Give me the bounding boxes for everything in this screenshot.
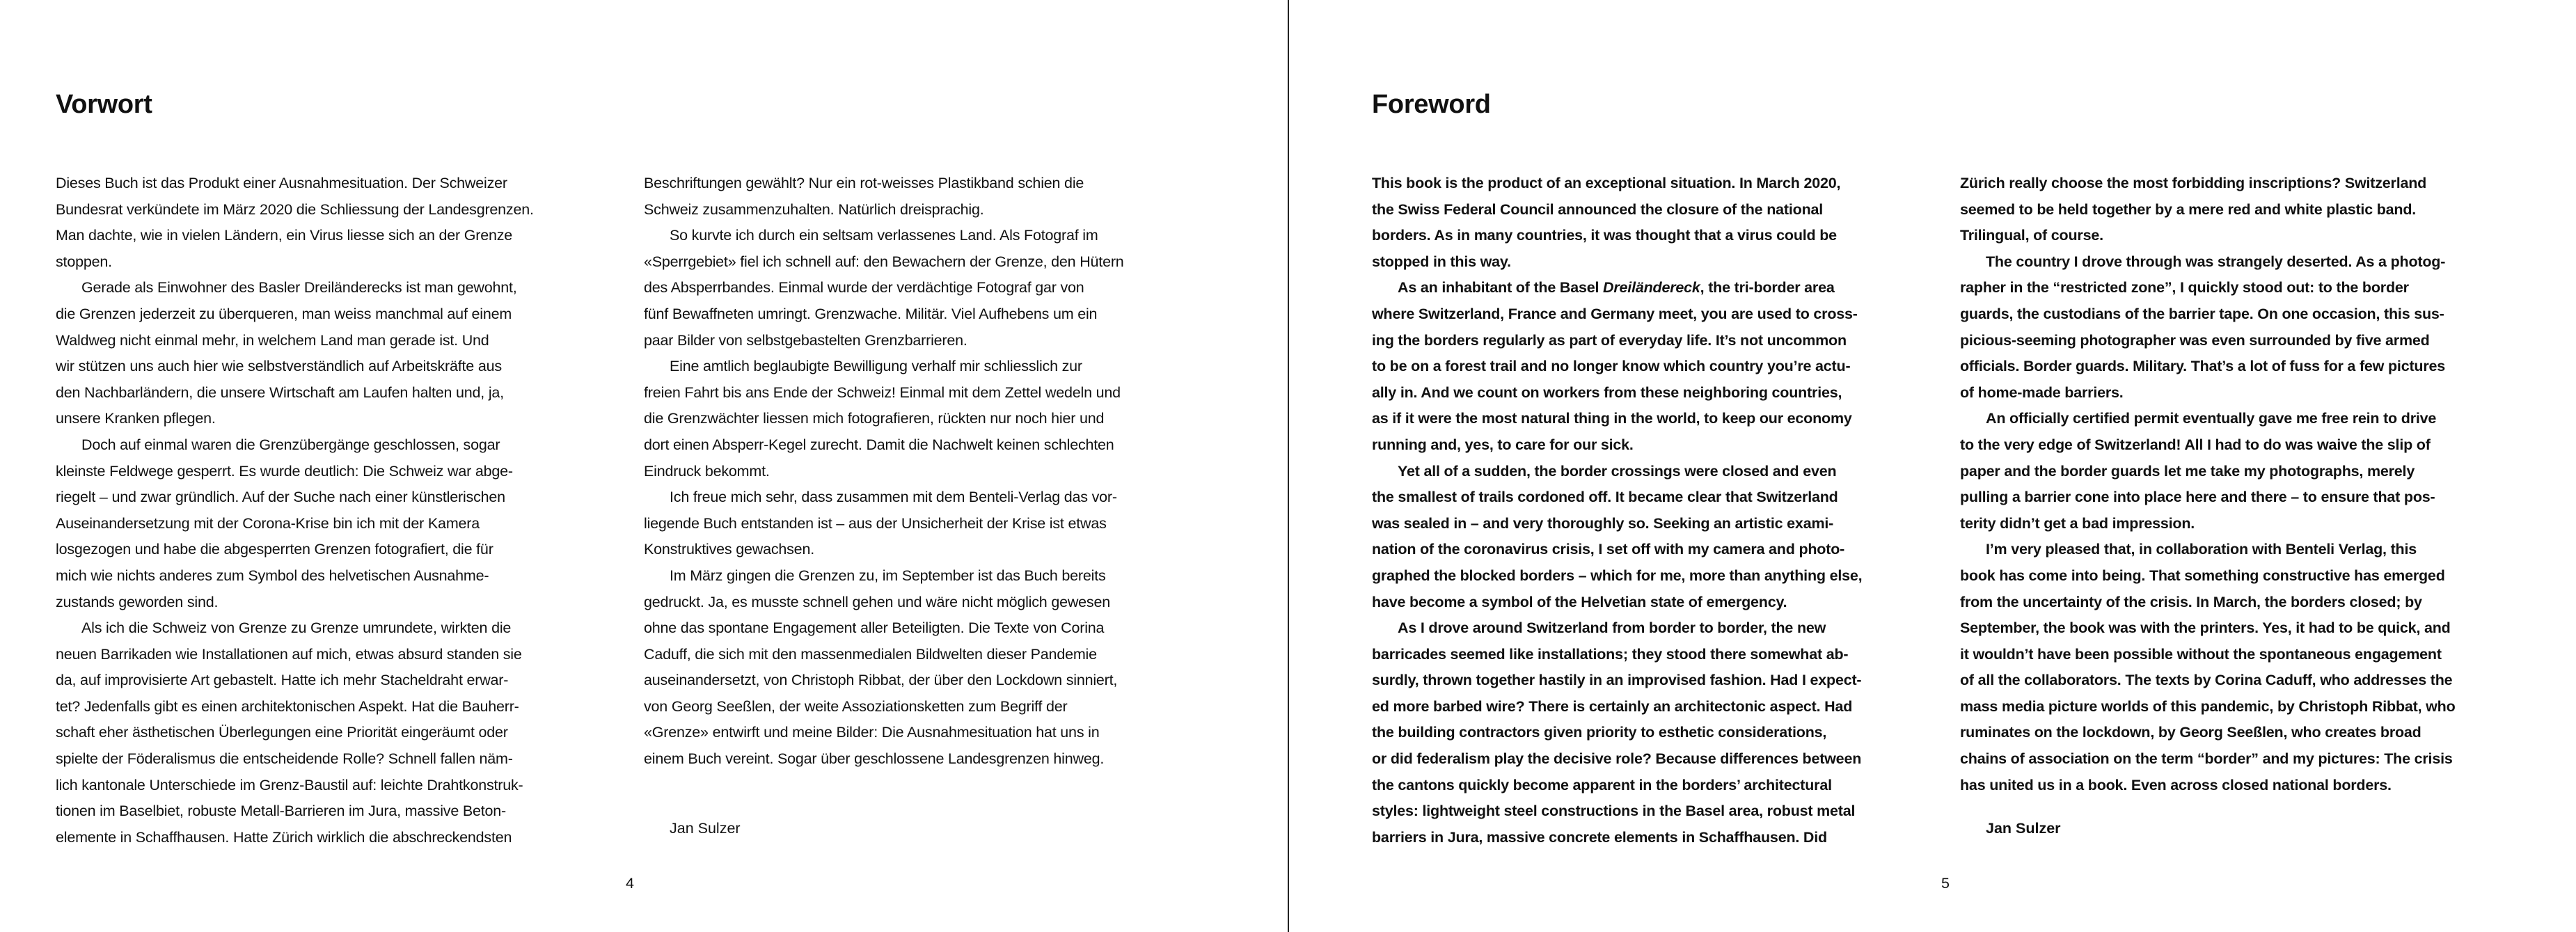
text-line: Yet all of a sudden, the border crossings were closed and even [1398, 462, 1837, 480]
text-line: officials. Border guards. Military. That’s a lot of fuss for a few pictures [1960, 358, 2446, 375]
text-line: nation of the coronavirus crisis, I set off with my camera and photo- [1372, 541, 1845, 558]
text-line: seemed to be held together by a mere red and white plastic band. [1960, 200, 2417, 218]
text-line: elemente in Schaffhausen. Hatte Zürich wirklich die abschreckendsten [56, 828, 512, 846]
text-line: Konstruktives gewachsen. [644, 541, 814, 558]
text-line: or did federalism play the decisive role? Because differences between [1372, 750, 1862, 768]
text-line: Zürich really choose the most forbidding inscriptions? Switzerland [1960, 175, 2427, 191]
text-line: fünf Bewaffneten umringt. Grenzwache. Militär. Viel Aufhebens um ein [644, 305, 1098, 322]
text-line: neuen Barrikaden wie Installationen auf mich, etwas absurd standen sie [56, 645, 522, 663]
text-line: barriers in Jura, massive concrete elements in Schaffhausen. Did [1372, 828, 1827, 846]
text-line: the building contractors given priority to esthetic considerations, [1372, 724, 1827, 741]
text-line: Als ich die Schweiz von Grenze zu Grenze umrundete, wirkten die [81, 619, 512, 637]
text-line: surdly, thrown together hastily in an improvised fashion. Had I expect- [1372, 672, 1862, 689]
text-line: chains of association on the term “border” and my pictures: The crisis [1960, 750, 2453, 768]
page-number: 5 [1941, 875, 1950, 892]
text-line: einem Buch vereint. Sogar über geschlossene Landesgrenzen hinweg. [644, 750, 1105, 768]
text-line: spielte der Föderalismus die entscheidende Rolle? Schnell fallen näm- [56, 750, 513, 768]
text-line: was sealed in – and very thoroughly so. Seeking an artistic exami- [1372, 514, 1834, 532]
text-line: die Grenzen jederzeit zu überqueren, man weiss manchmal auf einem [56, 305, 512, 322]
italic-term: Dreiländereck [1603, 279, 1700, 297]
text-line: graphed the blocked borders – which for me, more than anything else, [1372, 567, 1863, 584]
text-line: Eine amtlich beglaubigte Bewilligung verhalf mir schliesslich zur [670, 358, 1082, 375]
text-line: Trilingual, of course. [1960, 227, 2103, 244]
text-line: schaft eher ästhetischen Überlegungen eine Priorität eingeräumt oder [56, 724, 508, 741]
text-line: As I drove around Switzerland from border to border, the new [1398, 619, 1826, 637]
text-line: tet? Jedenfalls gibt es einen architektonischen Aspekt. Hat die Bauherr- [56, 697, 519, 715]
text-line: to the very edge of Switzerland! All I had to do was waive the slip of [1960, 436, 2431, 453]
text-line: An officially certified permit eventually gave me free rein to drive [1986, 410, 2437, 427]
text-line: rapher in the “restricted zone”, I quickly stood out: to the border [1960, 279, 2409, 297]
text-line: ing the borders regularly as part of everyday life. It’s not uncommon [1372, 331, 1847, 349]
text-line: running and, yes, to care for our sick. [1372, 436, 1634, 453]
author-signature: Jan Sulzer [1986, 820, 2061, 837]
text-line: unsere Kranken pflegen. [56, 410, 216, 427]
text-line: den Nachbarländern, die unsere Wirtschaft am Laufen halten und, ja, [56, 384, 504, 401]
text-line: mich wie nichts anderes zum Symbol des helvetischen Ausnahme- [56, 567, 489, 584]
text-column-2 [1960, 171, 2538, 798]
text-line: wir stützen uns auch hier wie selbstverständlich auf Arbeitskräfte aus [56, 358, 502, 375]
text-line: picious-seeming photographer was even surrounded by five armed [1960, 331, 2430, 349]
text-line: mass media picture worlds of this pandemic, by Christoph Ribbat, who [1960, 697, 2456, 715]
text-line: stopped in this way. [1372, 253, 1511, 270]
text-line: kleinste Feldwege gesperrt. Es wurde deutlich: Die Schweiz war abge- [56, 462, 513, 480]
text-line: Dieses Buch ist das Produkt einer Ausnahmesituation. Der Schweizer [56, 175, 507, 191]
text-line: styles: lightweight steel constructions in the Basel area, robust metal [1372, 803, 1856, 820]
text-line: terity didn’t get a bad impression. [1960, 514, 2195, 532]
text-column-1 [56, 171, 633, 851]
text-line: have become a symbol of the Helvetian state of emergency. [1372, 593, 1787, 610]
text-line: die Grenzwächter liessen mich fotografieren, rückten nur noch hier und [644, 410, 1105, 427]
text-line: von Georg Seeßlen, der weite Assoziationsketten zum Begriff der [644, 697, 1068, 715]
author-signature: Jan Sulzer [670, 820, 741, 837]
text-column-2 [644, 171, 1222, 773]
text-line: September, the book was with the printers. Yes, it had to be quick, and [1960, 619, 2451, 637]
text-line: from the uncertainty of the crisis. In March, the borders closed; by [1960, 593, 2422, 610]
text-line: paar Bilder von selbstgebastelten Grenzbarrieren. [644, 331, 967, 349]
text-line: losgezogen und habe die abgesperrten Grenzen fotografiert, die für [56, 541, 493, 558]
text-line: of home-made barriers. [1960, 384, 2124, 401]
text-line: Bundesrat verkündete im März 2020 die Schliessung der Landesgrenzen. [56, 200, 534, 218]
text-line: barricades seemed like installations; they stood there somewhat ab- [1372, 645, 1849, 663]
text-line: Eindruck bekommt. [644, 462, 770, 480]
text-line: Caduff, die sich mit den massenmedialen Bildwelten dieser Pandemie [644, 645, 1097, 663]
text-line: tionen im Baselbiet, robuste Metall-Barrieren im Jura, massive Beton- [56, 803, 506, 820]
text-line: ed more barbed wire? There is certainly an architectonic aspect. Had [1372, 697, 1853, 715]
text-line: guards, the custodians of the barrier tape. On one occasion, this sus- [1960, 305, 2444, 322]
text-line: gedruckt. Ja, es musste schnell gehen und wäre nicht möglich gewesen [644, 593, 1111, 610]
text-line: Schweiz zusammenzuhalten. Natürlich dreisprachig. [644, 200, 984, 218]
text-line: Beschriftungen gewählt? Nur ein rot-weisses Plastikband schien die [644, 175, 1084, 191]
text-column-1 [1372, 171, 1950, 851]
text-line: auseinandersetzt, von Christoph Ribbat, der über den Lockdown sinniert, [644, 672, 1118, 689]
text-line: dort einen Absperr-Kegel zurecht. Damit die Nachwelt keinen schlechten [644, 436, 1114, 453]
text-line: Auseinandersetzung mit der Corona-Krise bin ich mit der Kamera [56, 514, 480, 532]
text-line: da, auf improvisierte Art gebastelt. Hatte ich mehr Stacheldraht erwar- [56, 672, 509, 689]
text-line: has united us in a book. Even across closed national borders. [1960, 776, 2392, 793]
text-line: paper and the border guards let me take my photographs, merely [1960, 462, 2415, 480]
text-line: Ich freue mich sehr, dass zusammen mit dem Benteli-Verlag das vor- [670, 489, 1117, 506]
text-line: Gerade als Einwohner des Basler Dreiländerecks ist man gewohnt, [81, 279, 517, 297]
text-line: Doch auf einmal waren die Grenzübergänge geschlossen, sogar [81, 436, 500, 453]
text-line: stoppen. [56, 253, 112, 270]
page-number: 4 [626, 875, 634, 892]
text-line: As an inhabitant of the Basel Dreiländereck, the tri-border area [1398, 279, 1835, 297]
page-heading-vorwort: Vorwort [56, 90, 152, 119]
text-line: the smallest of trails cordoned off. It became clear that Switzerland [1372, 489, 1838, 506]
text-line: So kurvte ich durch ein seltsam verlassenes Land. Als Fotograf im [670, 227, 1098, 244]
text-line: Im März gingen die Grenzen zu, im September ist das Buch bereits [670, 567, 1106, 584]
text-line: where Switzerland, France and Germany meet, you are used to cross- [1372, 305, 1858, 322]
right-page-english [1288, 0, 2576, 932]
text-line: Man dachte, wie in vielen Ländern, ein Virus liesse sich an der Grenze [56, 227, 513, 244]
text-line: liegende Buch entstanden ist – aus der Unsicherheit der Krise ist etwas [644, 514, 1107, 532]
text-line: ruminates on the lockdown, by Georg Seeßlen, who creates broad [1960, 724, 2421, 741]
text-line: ohne das spontane Engagement aller Beteiligten. Die Texte von Corina [644, 619, 1105, 637]
text-line: it wouldn’t have been possible without the spontaneous engagement [1960, 645, 2442, 663]
text-line: This book is the product of an exceptional situation. In March 2020, [1372, 175, 1841, 191]
text-line: pulling a barrier cone into place here and there – to ensure that pos- [1960, 489, 2435, 506]
text-line: the cantons quickly become apparent in the borders’ architectural [1372, 776, 1832, 793]
text-line: of all the collaborators. The texts by Corina Caduff, who addresses the [1960, 672, 2453, 689]
text-line: zustands geworden sind. [56, 593, 219, 610]
text-line: riegelt – und zwar gründlich. Auf der Suche nach einer künstlerischen [56, 489, 505, 506]
page-heading-foreword: Foreword [1372, 90, 1491, 119]
text-line: The country I drove through was strangely deserted. As a photog- [1986, 253, 2446, 270]
text-line: «Grenze» entwirft und meine Bilder: Die Ausnahmesituation hat uns in [644, 724, 1100, 741]
text-line: «Sperrgebiet» fiel ich schnell auf: den Bewachern der Grenze, den Hütern [644, 253, 1124, 270]
text-line: freien Fahrt bis ans Ende der Schweiz! Einmal mit dem Zettel wedeln und [644, 384, 1121, 401]
text-line: borders. As in many countries, it was thought that a virus could be [1372, 227, 1837, 244]
text-line: ally in. And we count on workers from these neighboring countries, [1372, 384, 1842, 401]
text-line: the Swiss Federal Council announced the closure of the national [1372, 200, 1824, 218]
text-line: as if it were the most natural thing in the world, to keep our economy [1372, 410, 1852, 427]
text-line: to be on a forest trail and no longer know which country you’re actu- [1372, 358, 1851, 375]
text-line: des Absperrbandes. Einmal wurde der verdächtige Fotograf gar von [644, 279, 1084, 297]
text-line: Waldweg nicht einmal mehr, in welchem Land man gerade ist. Und [56, 331, 489, 349]
text-line: I’m very pleased that, in collaboration with Benteli Verlag, this [1986, 541, 2417, 558]
text-line: book has come into being. That something constructive has emerged [1960, 567, 2445, 584]
text-line: lich kantonale Unterschiede im Grenz-Baustil auf: leichte Drahtkonstruk- [56, 776, 523, 793]
